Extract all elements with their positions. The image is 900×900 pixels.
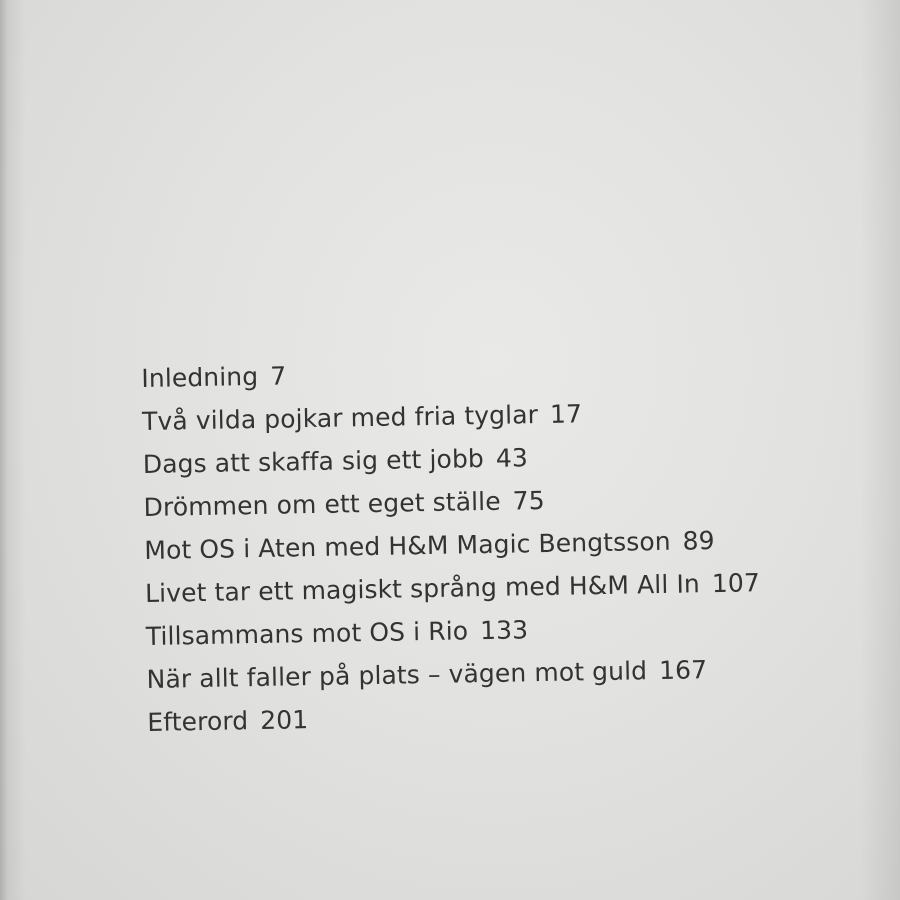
toc-entry-title: Dags att skaffa sig ett jobb	[142, 444, 485, 479]
toc-entry-page-number: 107	[711, 568, 761, 599]
toc-entry-title: Livet tar ett magiskt språng med H&M All In	[144, 569, 701, 608]
toc-entry-page-number: 17	[549, 399, 583, 429]
toc-entry-page-number: 75	[512, 485, 545, 516]
toc-entry-page-number: 133	[479, 615, 529, 646]
table-of-contents	[141, 346, 762, 744]
toc-entry-title: När allt faller på plats – vägen mot guld	[146, 656, 648, 694]
toc-entry-title: Efterord	[147, 706, 249, 737]
toc-entry-page-number: 167	[658, 655, 708, 686]
toc-entry-page-number: 89	[682, 526, 715, 556]
toc-entry-page-number: 43	[495, 443, 529, 473]
toc-entry-title: Drömmen om ett eget ställe	[143, 486, 501, 522]
toc-entry-page-number: 201	[259, 705, 309, 735]
toc-entry-page-number: 7	[269, 361, 287, 391]
toc-entry-title: Två vilda pojkar med fria tyglar	[141, 400, 539, 436]
toc-entry-title: Mot OS i Aten med H&M Magic Bengtsson	[144, 526, 671, 565]
toc-entry-title: Tillsammans mot OS i Rio	[145, 616, 469, 651]
toc-entry-title: Inledning	[141, 361, 259, 393]
